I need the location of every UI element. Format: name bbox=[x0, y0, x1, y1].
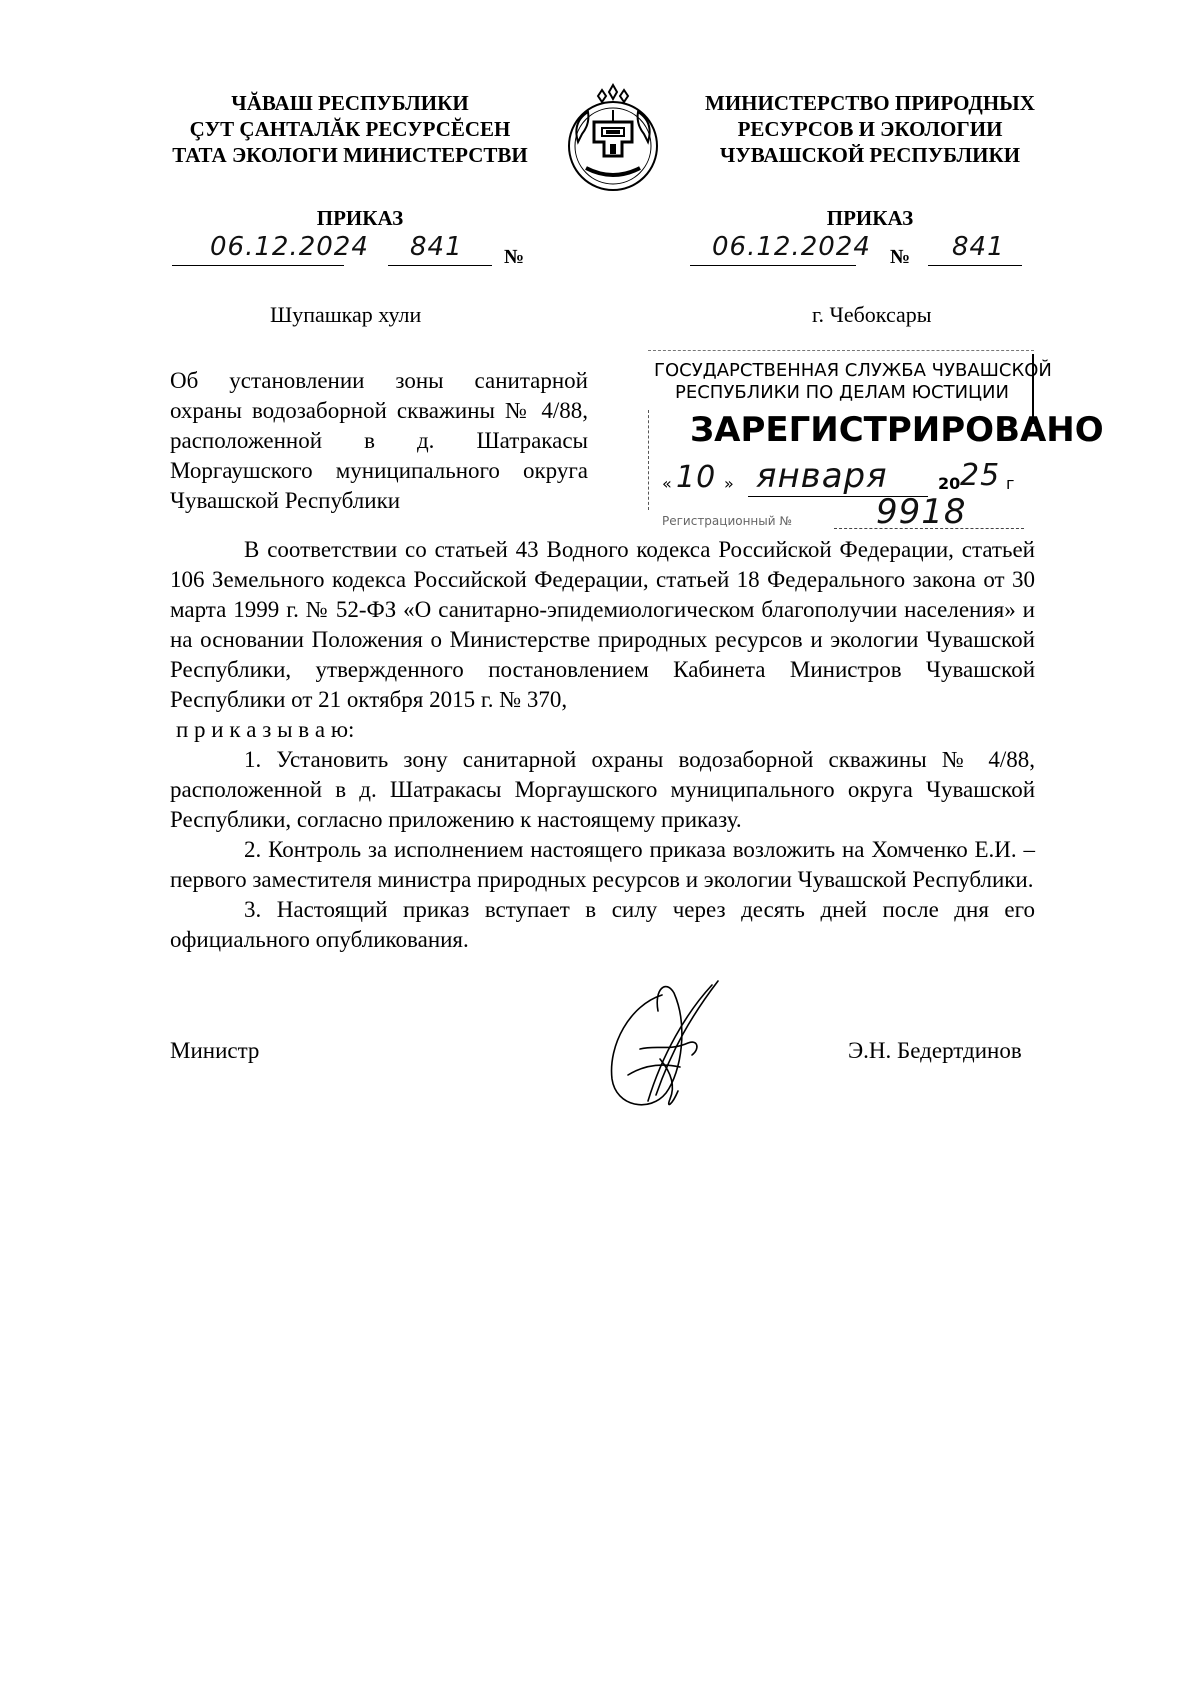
header-left-city: Шупашкар хули bbox=[270, 302, 422, 327]
stamp-top-border bbox=[648, 350, 1034, 351]
stamp-reg-label: Регистрационный № bbox=[662, 514, 792, 528]
stamp-year-prefix: 20 bbox=[938, 474, 961, 493]
order-preamble: В соответствии со статьей 43 Водного кодекса Российской Федерации, статьей 106 Земельного кодекса Российской Федерации, статьей 18 Федерального закона от 30 марта 1999 г. № 52-ФЗ «О санитарно-эпидемиологическом благополучии населения» и на основании Положения о Министерстве природных ресурсов и экологии Чувашской Республики, утвержденного постановлением Кабинета Министров Чувашской Республики от 21 октября 2015 г. № 370, bbox=[170, 537, 1035, 712]
order-word: п р и к а з ы в а ю: bbox=[176, 717, 355, 742]
order-subject: Об установлении зоны санитарной охраны водозаборной скважины № 4/88, расположенной в д. Шатракасы Моргаушского муниципального округа Чувашской Республики bbox=[170, 368, 588, 513]
order-item-2: 2. Контроль за исполнением настоящего приказа возложить на Хомченко Е.И. – первого заместителя министра природных ресурсов и экологии Чувашской Республики. bbox=[170, 837, 1035, 892]
header-left-line3: ТАТА ЭКОЛОГИ МИНИСТЕРСТВИ bbox=[172, 143, 528, 167]
stamp-quote-close: » bbox=[724, 474, 734, 493]
header-right-date-underline bbox=[690, 265, 856, 266]
header-right-city: г. Чебоксары bbox=[812, 302, 932, 327]
order-body bbox=[170, 535, 1035, 955]
header-right-date: 06.12.2024 bbox=[712, 232, 871, 262]
stamp-reg-number: 9918 bbox=[876, 492, 967, 532]
header-left-number: 841 bbox=[410, 232, 463, 262]
header-left-no-sign: № bbox=[504, 246, 525, 268]
header-left-doc-type: ПРИКАЗ bbox=[316, 206, 404, 230]
stamp-line1: ГОСУДАРСТВЕННАЯ СЛУЖБА ЧУВАШСКОЙ bbox=[654, 360, 1052, 381]
emblem-icon bbox=[558, 82, 668, 194]
stamp-month: января bbox=[756, 456, 888, 496]
header-left-line2: ÇУТ ÇАНТАЛĂК РЕСУРСĔСЕН bbox=[189, 117, 511, 141]
header-right-line1: МИНИСТЕРСТВО ПРИРОДНЫХ bbox=[705, 91, 1035, 115]
header-right-number-underline bbox=[928, 265, 1022, 266]
stamp-quote-open: « bbox=[662, 474, 672, 493]
header-left-number-underline bbox=[388, 265, 492, 266]
header-right-number: 841 bbox=[952, 232, 1005, 262]
handwritten-signature bbox=[600, 975, 730, 1115]
header-left-line1: ЧĂВАШ РЕСПУБЛИКИ bbox=[231, 91, 469, 115]
stamp-year-unit: г bbox=[1006, 474, 1015, 493]
stamp-left-border bbox=[648, 410, 649, 510]
header-right-no-sign: № bbox=[890, 246, 911, 268]
registration-stamp bbox=[648, 350, 1104, 532]
signature-name: Э.Н. Бедертдинов bbox=[848, 1038, 1022, 1063]
header-right-doc-type: ПРИКАЗ bbox=[826, 206, 914, 230]
stamp-line2: РЕСПУБЛИКИ ПО ДЕЛАМ ЮСТИЦИИ bbox=[675, 382, 1009, 403]
signature-position: Министр bbox=[170, 1038, 260, 1063]
header-left bbox=[170, 90, 530, 168]
stamp-title: ЗАРЕГИСТРИРОВАНО bbox=[690, 410, 1104, 450]
header-left-date-underline bbox=[172, 265, 344, 266]
order-item-3: 3. Настоящий приказ вступает в силу через десять дней после дня его официального опубликования. bbox=[170, 897, 1035, 952]
header-right-line3: ЧУВАШСКОЙ РЕСПУБЛИКИ bbox=[719, 143, 1021, 167]
stamp-reg-underline bbox=[834, 528, 1024, 529]
header-left-date: 06.12.2024 bbox=[210, 232, 369, 262]
header-right-line2: РЕСУРСОВ И ЭКОЛОГИИ bbox=[737, 117, 1003, 141]
order-item-1: 1. Установить зону санитарной охраны водозаборной скважины № 4/88, расположенной в д. Шатракасы Моргаушского муниципального округа Чувашской Республики, согласно приложению к настоящему приказу. bbox=[170, 747, 1035, 832]
stamp-day: 10 bbox=[676, 460, 717, 495]
header-right bbox=[690, 90, 1050, 168]
stamp-year-suffix: 25 bbox=[960, 458, 1001, 493]
